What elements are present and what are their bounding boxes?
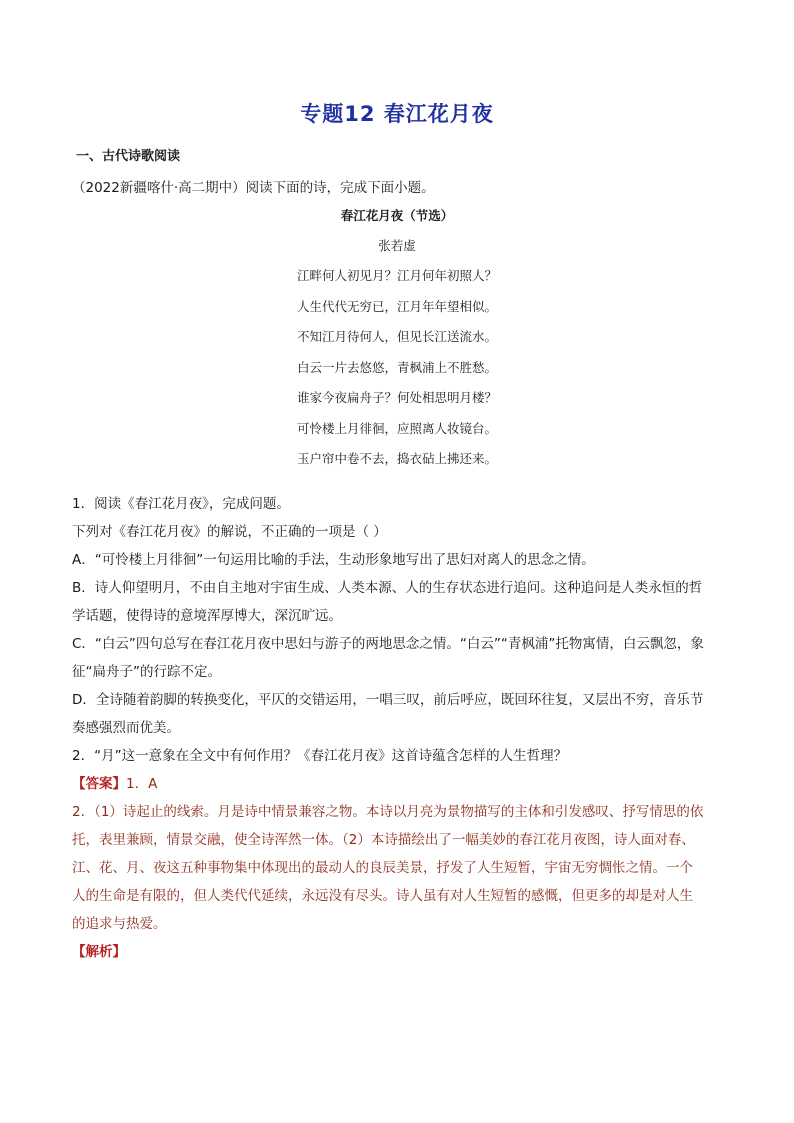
answer-q1: 1．A — [126, 776, 158, 792]
question1-stem: 下列对《春江花月夜》的解说，不正确的一项是（ ） — [72, 524, 387, 540]
answer-q2-line: 2．（1）诗起止的线索。月是诗中情景兼容之物。本诗以月亮为景物描写的主体和引发感叹、抒写情思的依 — [72, 804, 704, 820]
poem-line: 可怜楼上月徘徊，应照离人妆镜台。 — [296, 420, 497, 436]
answer-q2-line: 江、花、月、夜这五种事物集中体现出的最动人的良辰美景，抒发了人生短暂，宇宙无穷惆怅之情。一个 — [72, 860, 693, 876]
answer-q2-line: 的追求与热爱。 — [72, 916, 167, 932]
poem-line: 人生代代无穷已，江月年年望相似。 — [296, 298, 497, 314]
option-b-line1: B．诗人仰望明月，不由自主地对宇宙生成、人类本源、人的生存状态进行追问。这种追问是人类永恒的哲 — [72, 580, 703, 596]
question2-prompt: 2．“月”这一意象在全文中有何作用？《春江花月夜》这首诗蕴含怎样的人生哲理？ — [72, 748, 568, 764]
question-content — [72, 490, 722, 966]
question1-prompt: 1．阅读《春江花月夜》，完成问题。 — [72, 496, 290, 512]
option-d-line2: 奏感强烈而优美。 — [72, 720, 180, 736]
option-c-line1: C．“白云”四句总写在春江花月夜中思妇与游子的两地思念之情。“白云”“青枫浦”托物寓情，白云飘忽，象 — [72, 636, 704, 652]
answer-q2-line: 人的生命是有限的，但人类代代延续，永远没有尽头。诗人虽有对人生短暂的感慨，但更多的却是对人生 — [72, 888, 693, 904]
option-b-line2: 学话题，使得诗的意境浑厚博大，深沉旷远。 — [72, 608, 342, 624]
analysis-row — [72, 938, 722, 966]
poem-block — [0, 206, 794, 480]
poem-line: 白云一片去悠悠，青枫浦上不胜愁。 — [296, 359, 497, 375]
analysis-label: 【解析】 — [72, 944, 126, 960]
answer-row — [72, 770, 722, 798]
option-a: A．“可怜楼上月徘徊”一句运用比喻的手法，生动形象地写出了思妇对离人的思念之情。 — [72, 552, 595, 568]
option-c-line2: 征“扁舟子”的行踪不定。 — [72, 664, 221, 680]
answer-label: 【答案】 — [72, 776, 126, 792]
poem-author: 张若虚 — [378, 238, 416, 253]
question-intro: （2022新疆喀什·高二期中）阅读下面的诗，完成下面小题。 — [72, 180, 435, 196]
section-heading: 一、古代诗歌阅读 — [76, 149, 181, 164]
poem-line: 不知江月待何人，但见长江送流水。 — [296, 329, 497, 344]
poem-line: 谁家今夜扁舟子？何处相思明月楼？ — [296, 390, 497, 405]
poem-title: 春江花月夜（节选） — [340, 208, 454, 223]
poem-line: 江畔何人初见月？江月何年初照人？ — [296, 268, 497, 283]
answer-q2-line: 托，表里兼顾，情景交融，使全诗浑然一体。（2）本诗描绘出了一幅美妙的春江花月夜图，诗人面对春、 — [72, 832, 695, 848]
option-d-line1: D．全诗随着韵脚的转换变化，平仄的交错运用，一唱三叹，前后呼应，既回环往复，又层出不穷，音乐节 — [72, 692, 704, 708]
page-title: 专题12 春江花月夜 — [300, 102, 494, 126]
poem-line: 玉户帘中卷不去，捣衣砧上拂还来。 — [296, 451, 497, 466]
